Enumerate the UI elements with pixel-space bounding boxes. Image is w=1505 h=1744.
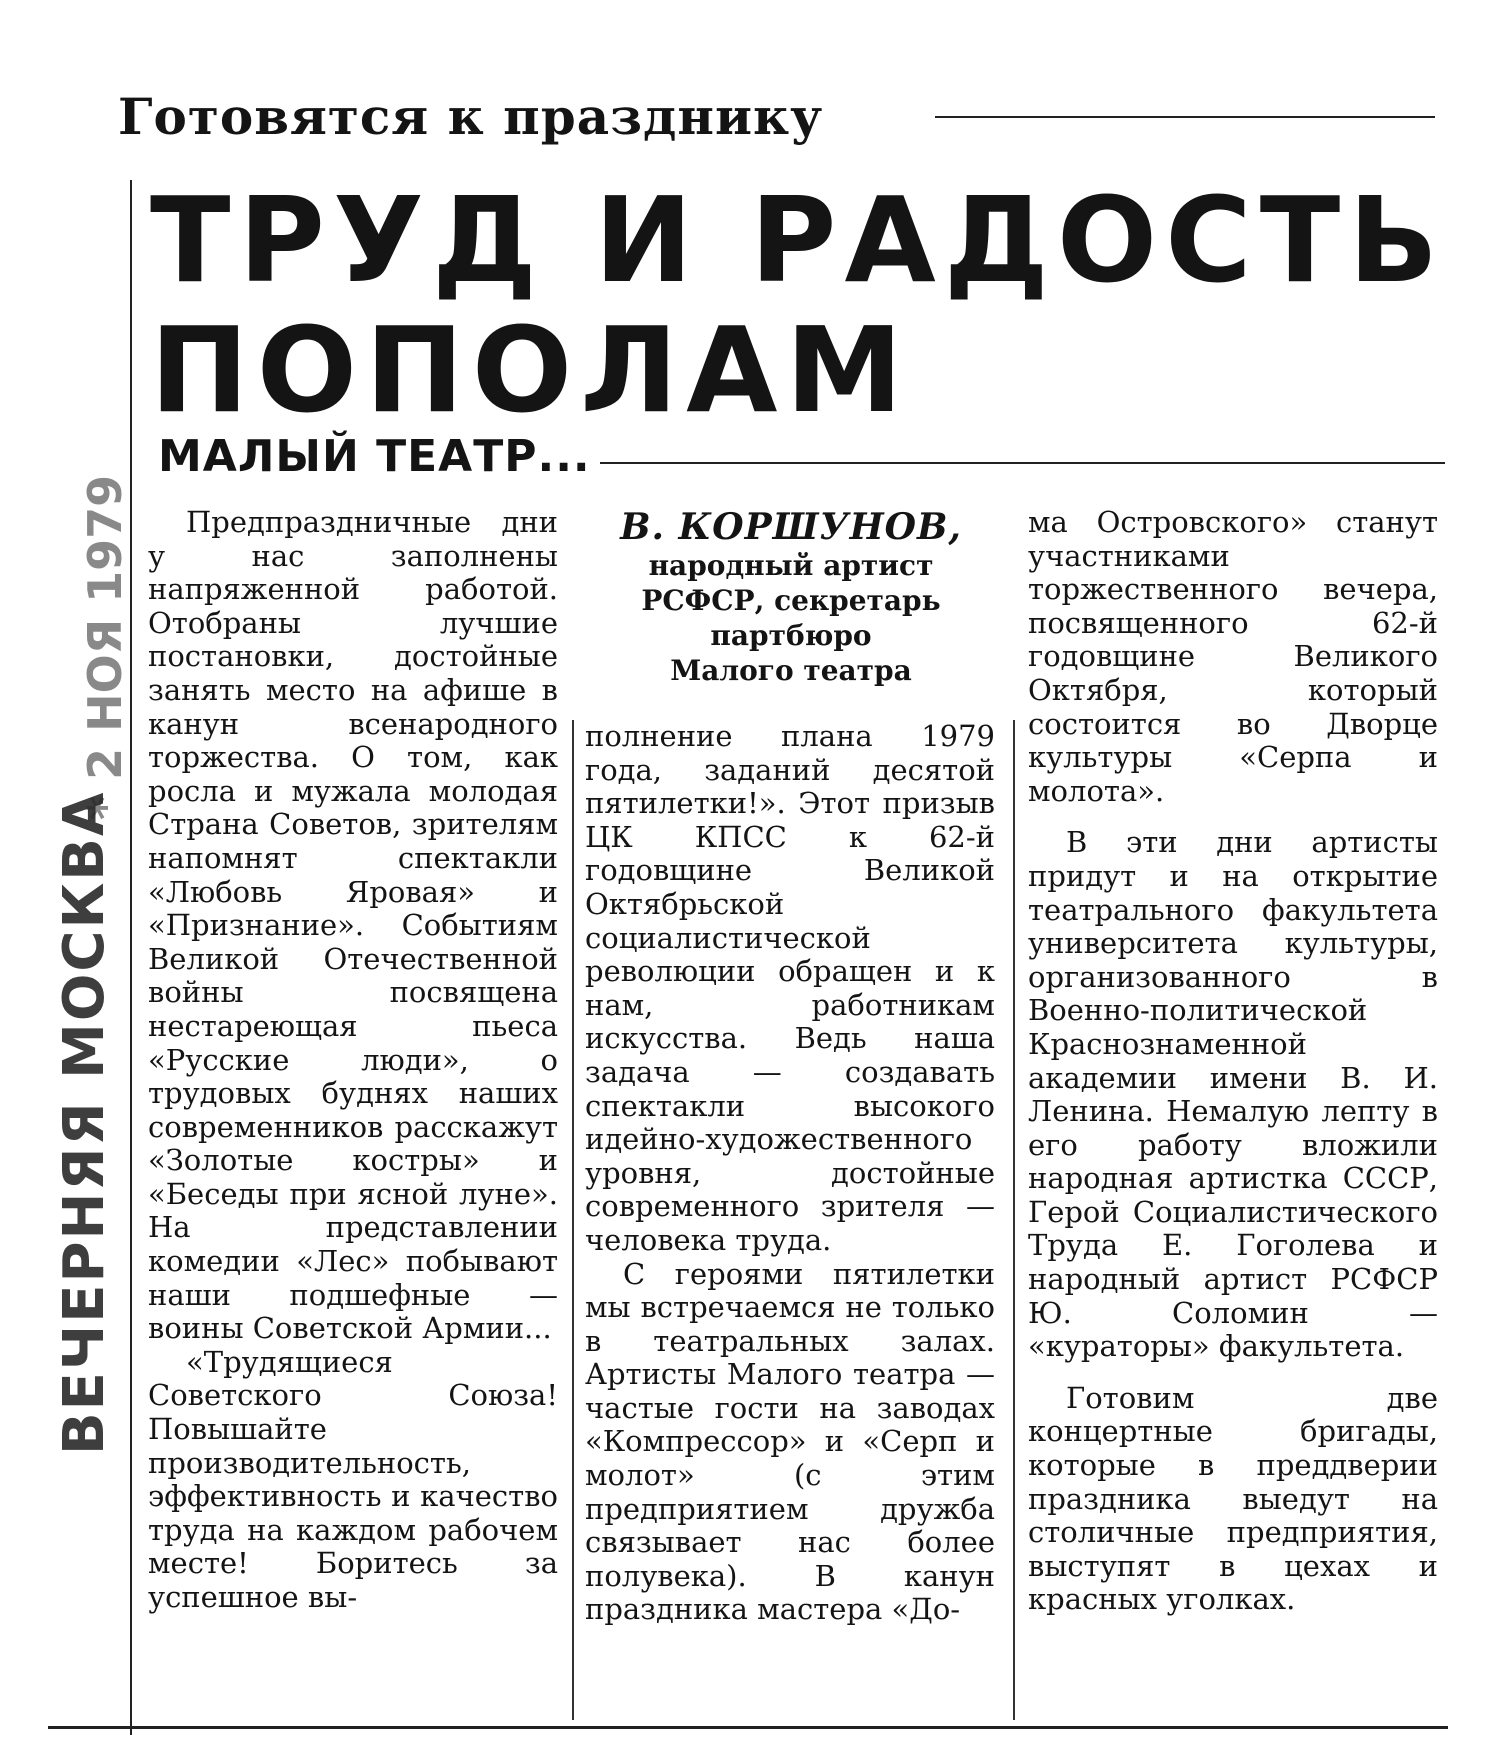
headline-line-1: ТРУД И РАДОСТЬ xyxy=(150,171,1447,309)
kicker-rule xyxy=(935,116,1435,118)
author-title-line: Малого театра xyxy=(670,654,912,687)
left-border-rule xyxy=(130,180,132,1735)
section-rule xyxy=(600,462,1445,464)
article-headline xyxy=(150,171,1447,439)
author-title-line: партбюро xyxy=(710,619,872,652)
rubric-kicker: Готовятся к празднику xyxy=(118,87,824,146)
paragraph: С героями пятилетки мы встречаемся не только в театральных залах. Артисты Малого театра — частые гости на заводах «Компрессор» и «Серп и молот» (с этим предприятием дружба связывает нас более полувека). В канун праздника мастера «До- xyxy=(585,1256,995,1627)
author-title-line: РСФСР, секретарь xyxy=(641,584,941,617)
column-rule xyxy=(572,720,574,1720)
headline-line-2: ПОПОЛАМ xyxy=(150,301,911,439)
article-column-1 xyxy=(148,506,558,1615)
section-heading: МАЛЫЙ ТЕАТР... xyxy=(158,431,591,482)
paragraph: Предпраздничные дни у нас заполнены напряженной работой. Отобраны лучшие постановки, достойные занять место на афише в канун всенародного торжества. О том, как росла и мужала молодая Страна Советов, зрителям напомнят спектакли «Любовь Яровая» и «Признание». Событиям Великой Отечественной войны посвящена нестареющая пьеса «Русские люди», о трудовых буднях наших современников расскажут «Золотые костры» и «Беседы при ясной луне». На представлении комедии «Лес» побывают наши подшефные — воины Советской Армии... xyxy=(148,505,558,1346)
column-rule xyxy=(1013,720,1015,1720)
date-stamp: * 2 НОЯ 1979 xyxy=(78,474,132,820)
author-title-line: народный артист xyxy=(648,549,934,582)
article-column-2 xyxy=(585,720,995,1627)
article-column-3 xyxy=(1028,506,1438,1617)
paragraph: В эти дни артисты придут и на открытие театрального факультета университета культуры, организованного в Военно-политической Краснознаменной академии имени В. И. Ленина. Немалую лепту в его работу вложили народная артистка СССР, Герой Социалистического Труда Е. Гоголева и народный артист РСФСР Ю. Соломин — «кураторы» факультета. xyxy=(1028,825,1438,1364)
paragraph: «Трудящиеся Советского Союза! Повышайте производительность, эффективность и качество труда на каждом рабочем месте! Боритесь за успешное вы- xyxy=(148,1344,558,1614)
author-name: В. КОРШУНОВ, xyxy=(620,506,962,548)
newspaper-name-stamp: ВЕЧЕРНЯЯ МОСКВА xyxy=(52,790,117,1455)
paragraph: полнение плана 1979 года, заданий десятой пятилетки!». Этот призыв ЦК КПСС к 62-й годовщине Великой Октябрьской социалистической революции обращен и к нам, работникам искусства. Ведь наша задача — создавать спектакли высокого идейно-художественного уровня, достойные современного зрителя — человека труда. xyxy=(585,719,995,1257)
paragraph: ма Островского» станут участниками торжественного вечера, посвященного 62-й годовщине Великого Октября, который состоится во Дворце культуры «Серпа и молота». xyxy=(1028,505,1438,808)
paragraph: Готовим две концертные бригады, которые в преддверии праздника выедут на столичные предприятия, выступят в цехах и красных уголках. xyxy=(1028,1380,1438,1617)
bottom-rule xyxy=(48,1726,1448,1729)
byline xyxy=(585,506,997,688)
